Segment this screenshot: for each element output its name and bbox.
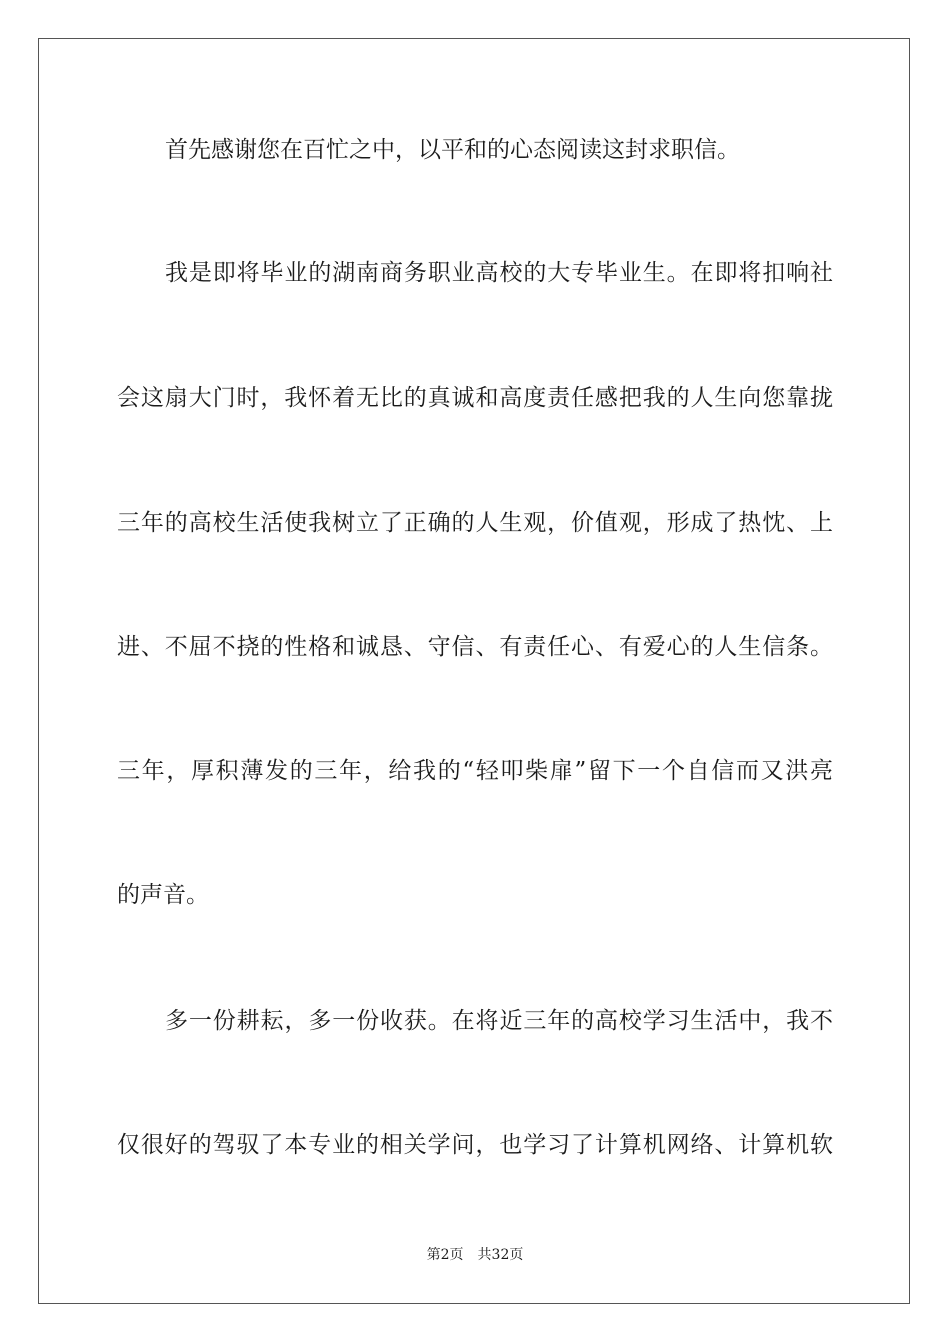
- paragraph-line-3: 会这扇大门时，我怀着无比的真诚和高度责任感把我的人生向您靠拢: [117, 385, 833, 411]
- paragraph-line-7: 的声音。: [117, 882, 209, 908]
- page-total: 共32页: [477, 1247, 524, 1263]
- page-border: [38, 38, 910, 1304]
- page-footer: [0, 1246, 950, 1264]
- paragraph-line-8: 多一份耕耘，多一份收获。在将近三年的高校学习生活中，我不: [165, 1008, 833, 1034]
- paragraph-line-5: 进、不屈不挠的性格和诚恳、守信、有责任心、有爱心的人生信条。: [117, 634, 833, 660]
- paragraph-line-9: 仅很好的驾驭了本专业的相关学问，也学习了计算机网络、计算机软: [117, 1132, 833, 1158]
- page-number: 第2页: [426, 1247, 464, 1263]
- paragraph-line-1: 首先感谢您在百忙之中，以平和的心态阅读这封求职信。: [165, 137, 740, 163]
- paragraph-line-6: 三年，厚积薄发的三年，给我的“轻叩柴扉”留下一个自信而又洪亮: [117, 758, 833, 784]
- paragraph-line-2: 我是即将毕业的湖南商务职业高校的大专毕业生。在即将扣响社: [165, 260, 833, 286]
- paragraph-line-4: 三年的高校生活使我树立了正确的人生观，价值观，形成了热忱、上: [117, 510, 833, 536]
